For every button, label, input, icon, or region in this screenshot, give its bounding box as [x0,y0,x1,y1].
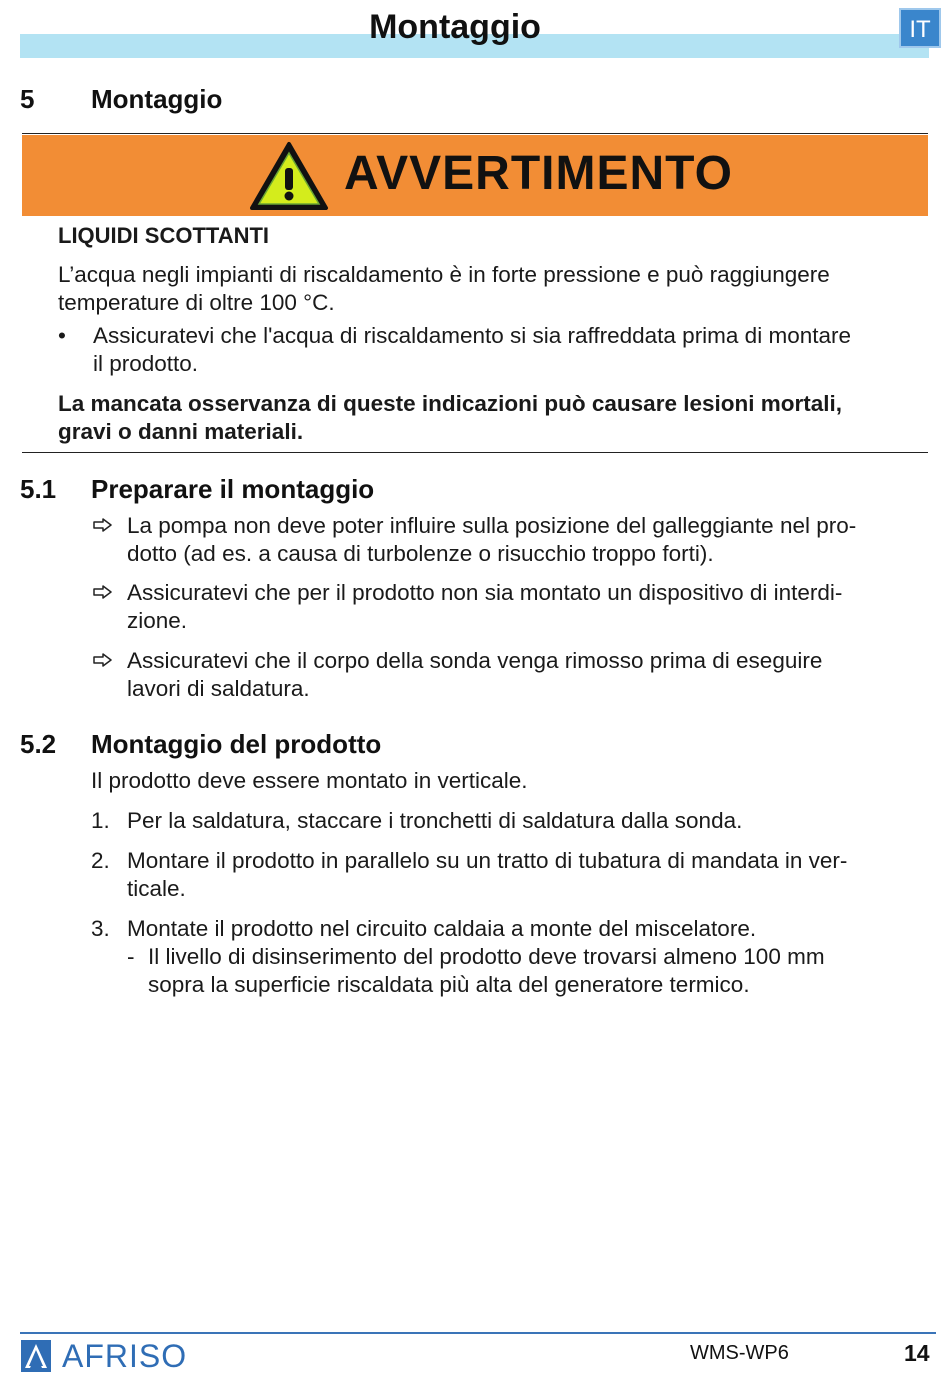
step-3-line-1: Montate il prodotto nel circuito caldaia a monte del miscelatore. [127,916,757,941]
warning-text-line-1: L’acqua negli impianti di riscaldamento è in forte pressione e può raggiungere [58,262,830,287]
step-2-line-2: ticale. [127,876,186,901]
afriso-logo-icon [21,1340,51,1372]
document-code: WMS-WP6 [690,1342,789,1364]
warning-title: AVVERTIMENTO [344,147,733,200]
warning-bullet: • [58,323,66,348]
brand-name: AFRISO [62,1338,188,1374]
prep-item-1-line-1: La pompa non deve poter influire sulla posizione del galleggiante nel pro- [127,513,857,538]
step-3-sub-line-1: Il livello di disinserimento del prodotto deve trovarsi almeno 100 mm [148,944,825,969]
section-5-2-number: 5.2 [20,729,57,759]
warning-triangle-icon [248,140,330,212]
footer-rule [20,1332,936,1334]
prep-item-1-line-2: dotto (ad es. a causa di turbolenze o risucchio troppo forti). [127,541,714,566]
outline-arrow-right-icon [93,518,113,532]
step-2-line-1: Montare il prodotto in parallelo su un tratto di tubatura di mandata in ver- [127,848,848,873]
page-header-title: Montaggio [369,8,541,46]
warning-consequence-line-1: La mancata osservanza di queste indicazioni può causare lesioni mortali, [58,391,842,416]
language-badge: IT [899,8,941,48]
step-3-sub-dash: - [127,944,135,969]
prep-item-3-line-1: Assicuratevi che il corpo della sonda venga rimosso prima di eseguire [127,648,823,673]
warning-subtitle: LIQUIDI SCOTTANTI [58,223,270,248]
prep-item-2-line-2: zione. [127,608,188,633]
step-3-number: 3. [91,916,110,941]
warning-bullet-line-1: Assicuratevi che l'acqua di riscaldamento si sia raffreddata prima di montare [93,323,851,348]
warning-top-rule [22,133,928,134]
warning-bullet-line-2: il prodotto. [93,351,199,376]
prep-item-2-line-1: Assicuratevi che per il prodotto non sia montato un dispositivo di interdi- [127,580,843,605]
page-number: 14 [904,1340,930,1366]
warning-bottom-rule [22,452,928,453]
outline-arrow-right-icon [93,653,113,667]
section-5-2-title: Montaggio del prodotto [91,729,382,759]
step-1-line-1: Per la saldatura, staccare i tronchetti di saldatura dalla sonda. [127,808,743,833]
prep-item-3-line-2: lavori di saldatura. [127,676,310,701]
step-2-number: 2. [91,848,110,873]
outline-arrow-right-icon [93,585,113,599]
step-3-sub-line-2: sopra la superficie riscaldata più alta del generatore termico. [148,972,750,997]
section-5-title: Montaggio [91,84,223,114]
mounting-intro: Il prodotto deve essere montato in verticale. [91,768,528,793]
section-5-number: 5 [20,84,35,114]
warning-text-line-2: temperature di oltre 100 °C. [58,290,335,315]
warning-consequence-line-2: gravi o danni materiali. [58,419,304,444]
section-5-1-number: 5.1 [20,474,57,504]
section-5-1-title: Preparare il montaggio [91,474,375,504]
step-1-number: 1. [91,808,110,833]
